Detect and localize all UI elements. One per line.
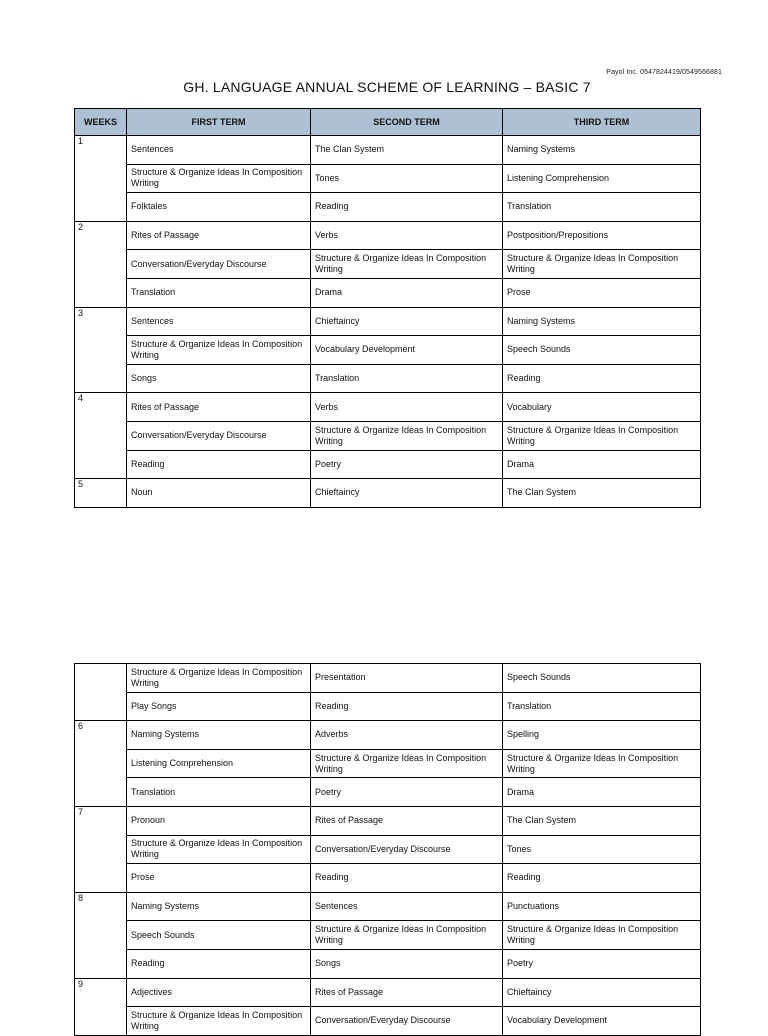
third-term-cell: Drama — [503, 778, 701, 807]
second-term-cell: Conversation/Everyday Discourse — [311, 1007, 503, 1036]
scheme-table-page-2 — [74, 663, 701, 1036]
table-row — [75, 921, 701, 950]
scheme-table-page-1 — [74, 108, 701, 508]
table-row — [75, 479, 701, 508]
second-term-cell: Tones — [311, 164, 503, 193]
table-row — [75, 692, 701, 721]
second-term-cell: Structure & Organize Ideas In Composition Writing — [311, 749, 503, 778]
second-term-cell: Presentation — [311, 664, 503, 693]
week-number-cell: 5 — [75, 479, 127, 508]
publisher-credit: Payol Inc. 0547824419/0549566881 — [606, 69, 722, 76]
week-number-cell: 8 — [75, 892, 127, 978]
first-term-cell: Conversation/Everyday Discourse — [127, 421, 311, 450]
table-row — [75, 749, 701, 778]
table-row — [75, 307, 701, 336]
second-term-cell: Reading — [311, 193, 503, 222]
third-term-cell: Poetry — [503, 949, 701, 978]
table-body — [75, 664, 701, 1036]
second-term-cell: Rites of Passage — [311, 978, 503, 1007]
third-term-cell: Punctuations — [503, 892, 701, 921]
second-term-cell: Conversation/Everyday Discourse — [311, 835, 503, 864]
third-term-cell: Structure & Organize Ideas In Composition Writing — [503, 749, 701, 778]
first-term-cell: Translation — [127, 278, 311, 307]
second-term-cell: Structure & Organize Ideas In Composition Writing — [311, 421, 503, 450]
second-term-cell: Translation — [311, 364, 503, 393]
week-number-cell: 2 — [75, 221, 127, 307]
third-term-cell: Structure & Organize Ideas In Composition Writing — [503, 421, 701, 450]
first-term-cell: Structure & Organize Ideas In Composition Writing — [127, 835, 311, 864]
table-row — [75, 136, 701, 165]
second-term-cell: Reading — [311, 692, 503, 721]
second-term-cell: Songs — [311, 949, 503, 978]
third-term-cell: Speech Sounds — [503, 664, 701, 693]
second-term-cell: Verbs — [311, 393, 503, 422]
first-term-cell: Translation — [127, 778, 311, 807]
second-term-cell: Verbs — [311, 221, 503, 250]
second-term-cell: Chieftaincy — [311, 479, 503, 508]
table-row — [75, 721, 701, 750]
table-row — [75, 664, 701, 693]
third-term-cell: Listening Comprehension — [503, 164, 701, 193]
table-row — [75, 221, 701, 250]
first-term-cell: Noun — [127, 479, 311, 508]
third-term-cell: Reading — [503, 364, 701, 393]
second-term-cell: Structure & Organize Ideas In Composition Writing — [311, 250, 503, 279]
table-header — [75, 109, 701, 136]
second-term-cell: Reading — [311, 864, 503, 893]
first-term-cell: Structure & Organize Ideas In Composition Writing — [127, 164, 311, 193]
table-body — [75, 136, 701, 508]
table-row — [75, 364, 701, 393]
first-term-cell: Sentences — [127, 136, 311, 165]
week-number-cell: 7 — [75, 806, 127, 892]
third-term-cell: Postposition/Prepositions — [503, 221, 701, 250]
third-term-cell: Reading — [503, 864, 701, 893]
second-term-cell: Rites of Passage — [311, 806, 503, 835]
week-number-cell: 4 — [75, 393, 127, 479]
first-term-cell: Rites of Passage — [127, 393, 311, 422]
third-term-cell: Prose — [503, 278, 701, 307]
first-term-cell: Naming Systems — [127, 721, 311, 750]
week-number-cell: 3 — [75, 307, 127, 393]
header-third-term: THIRD TERM — [503, 109, 701, 136]
table-row — [75, 864, 701, 893]
first-term-cell: Pronoun — [127, 806, 311, 835]
week-number-cell — [75, 664, 127, 721]
third-term-cell: Chieftaincy — [503, 978, 701, 1007]
third-term-cell: Vocabulary — [503, 393, 701, 422]
first-term-cell: Rites of Passage — [127, 221, 311, 250]
table-row — [75, 949, 701, 978]
table-row — [75, 978, 701, 1007]
header-weeks: WEEKS — [75, 109, 127, 136]
third-term-cell: Translation — [503, 193, 701, 222]
second-term-cell: Sentences — [311, 892, 503, 921]
first-term-cell: Conversation/Everyday Discourse — [127, 250, 311, 279]
table-row — [75, 336, 701, 365]
table-row — [75, 835, 701, 864]
week-number-cell: 6 — [75, 721, 127, 807]
second-term-cell: Vocabulary Development — [311, 336, 503, 365]
third-term-cell: Vocabulary Development — [503, 1007, 701, 1036]
third-term-cell: Structure & Organize Ideas In Composition Writing — [503, 921, 701, 950]
first-term-cell: Listening Comprehension — [127, 749, 311, 778]
third-term-cell: Tones — [503, 835, 701, 864]
first-term-cell: Songs — [127, 364, 311, 393]
first-term-cell: Structure & Organize Ideas In Composition Writing — [127, 664, 311, 693]
third-term-cell: Structure & Organize Ideas In Composition Writing — [503, 250, 701, 279]
table-row — [75, 421, 701, 450]
table-row — [75, 778, 701, 807]
first-term-cell: Reading — [127, 450, 311, 479]
third-term-cell: Naming Systems — [503, 136, 701, 165]
table-row — [75, 892, 701, 921]
third-term-cell: Speech Sounds — [503, 336, 701, 365]
week-number-cell: 9 — [75, 978, 127, 1035]
first-term-cell: Sentences — [127, 307, 311, 336]
third-term-cell: Naming Systems — [503, 307, 701, 336]
second-term-cell: Structure & Organize Ideas In Composition Writing — [311, 921, 503, 950]
table-row — [75, 1007, 701, 1036]
first-term-cell: Structure & Organize Ideas In Composition Writing — [127, 1007, 311, 1036]
page-title: GH. LANGUAGE ANNUAL SCHEME OF LEARNING – BASIC 7 — [183, 79, 591, 95]
table-row — [75, 450, 701, 479]
second-term-cell: Adverbs — [311, 721, 503, 750]
second-term-cell: Drama — [311, 278, 503, 307]
second-term-cell: Chieftaincy — [311, 307, 503, 336]
week-number-cell: 1 — [75, 136, 127, 222]
header-second-term: SECOND TERM — [311, 109, 503, 136]
table-row — [75, 278, 701, 307]
table-row — [75, 806, 701, 835]
table-row — [75, 393, 701, 422]
first-term-cell: Reading — [127, 949, 311, 978]
first-term-cell: Structure & Organize Ideas In Composition Writing — [127, 336, 311, 365]
first-term-cell: Speech Sounds — [127, 921, 311, 950]
first-term-cell: Folktales — [127, 193, 311, 222]
table-row — [75, 193, 701, 222]
table-row — [75, 250, 701, 279]
third-term-cell: Drama — [503, 450, 701, 479]
first-term-cell: Prose — [127, 864, 311, 893]
first-term-cell: Naming Systems — [127, 892, 311, 921]
third-term-cell: Spelling — [503, 721, 701, 750]
second-term-cell: The Clan System — [311, 136, 503, 165]
first-term-cell: Play Songs — [127, 692, 311, 721]
first-term-cell: Adjectives — [127, 978, 311, 1007]
second-term-cell: Poetry — [311, 778, 503, 807]
third-term-cell: The Clan System — [503, 479, 701, 508]
header-first-term: FIRST TERM — [127, 109, 311, 136]
third-term-cell: The Clan System — [503, 806, 701, 835]
table-row — [75, 164, 701, 193]
third-term-cell: Translation — [503, 692, 701, 721]
second-term-cell: Poetry — [311, 450, 503, 479]
